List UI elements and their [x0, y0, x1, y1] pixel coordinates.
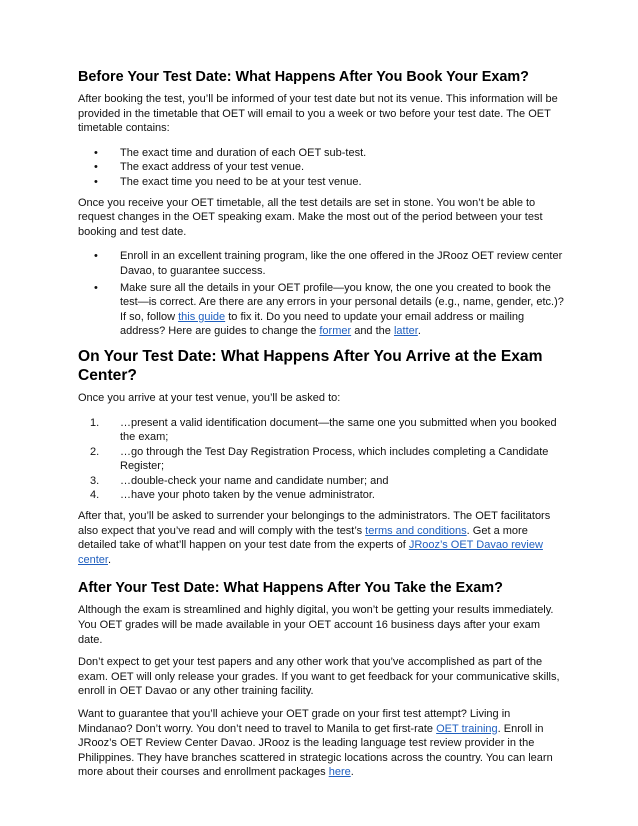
- list-item: • The exact address of your test venue.: [94, 161, 305, 174]
- section-heading-after: After Your Test Date: What Happens After You Take the Exam?: [78, 580, 503, 597]
- bullet-icon: •: [94, 281, 98, 294]
- bullet-icon: •: [94, 161, 98, 174]
- this-guide-link[interactable]: this guide: [178, 310, 226, 323]
- bullet-list-tips: [78, 249, 566, 339]
- jrooz-oet-davao-link[interactable]: JRooz’s OET Davao review center: [78, 539, 543, 566]
- list-item: 2. …go through the Test Day Registration Process, which includes completing a Candidate Register;: [90, 445, 549, 473]
- list-item: 1. …present a valid identification document—the same one you submitted when you booked the exam;: [90, 416, 557, 444]
- list-item: 3. …double-check your name and candidate number; and: [90, 474, 389, 487]
- paragraph-on-intro: Once you arrive at your test venue, you’ll be asked to:: [78, 391, 341, 404]
- here-link[interactable]: here: [328, 766, 351, 779]
- bullet-icon: •: [94, 250, 98, 263]
- list-item: • The exact time and duration of each OET sub-test.: [94, 146, 367, 159]
- section-heading-on: On Your Test Date: What Happens After You Arrive at the Exam Center?: [78, 347, 543, 384]
- oet-training-link[interactable]: OET training: [436, 722, 498, 735]
- terms-and-conditions-link[interactable]: terms and conditions: [365, 524, 467, 537]
- paragraph-on-details: After that, you’ll be asked to surrender your belongings to the administrators. The OET facilitators also expect that you’ve read and will comply with the test’s terms and conditions. Get a more detailed take of what’ll happen on your test date from the experts of JRooz’s OET Davao review center.: [78, 510, 551, 566]
- list-item: • Make sure all the details in your OET profile—you know, the one you created to book the test—is correct. Are there are any errors in your personal details (e.g., name, gender, etc.)? If so, follow this guide to fix it. Do you need to update your email address or mailing address? Here are guides to change the former and the latter.: [94, 281, 564, 338]
- section-heading-before: Before Your Test Date: What Happens After You Book Your Exam?: [78, 69, 529, 85]
- list-item: 4. …have your photo taken by the venue administrator.: [90, 489, 375, 502]
- numbered-list-steps: [78, 416, 566, 504]
- bullet-icon: •: [94, 146, 98, 159]
- paragraph-before-intro: After booking the test, you’ll be informed of your test date but not its venue. This information will be provided in the timetable that OET will email to you a week or two before your test date. The OET timetable contains:: [78, 93, 558, 135]
- bullet-icon: •: [94, 175, 98, 188]
- bullet-list-timetable: [78, 146, 566, 190]
- list-item: • Enroll in an excellent training program, like the one offered in the JRooz OET review center Davao, to guarantee success.: [94, 250, 563, 277]
- former-link[interactable]: former: [319, 325, 352, 338]
- paragraph-before-details: Once you receive your OET timetable, all the test details are set in stone. You won’t be able to request changes in the OET speaking exam. Make the most out of the period between your test booking and test date.: [78, 196, 543, 238]
- list-item: • The exact time you need to be at your test venue.: [94, 175, 362, 188]
- paragraph-after-enroll: Want to guarantee that you’ll achieve your OET grade on your first test attempt? Living in Mindanao? Don’t worry. You don’t need to travel to Manila to get first-rate OET training. Enroll in JRooz’s OET Review Center Davao. JRooz is the leading language test review provider in the Philippines. They have branches scattered in strategic locations across the country. You can learn more about their courses and enrollment packages here.: [78, 708, 553, 779]
- paragraph-after-results: Although the exam is streamlined and highly digital, you won’t be getting your results immediately. You OET grades will be made available in your OET account 16 business days after your exam date.: [78, 604, 554, 646]
- paragraph-after-papers: Don’t expect to get your test papers and any other work that you’ve accomplished as part of the exam. OET will only release your grades. If you want to get feedback for your communicative skills, enroll in OET Davao or any other training facility.: [78, 656, 560, 698]
- latter-link[interactable]: latter: [393, 325, 418, 338]
